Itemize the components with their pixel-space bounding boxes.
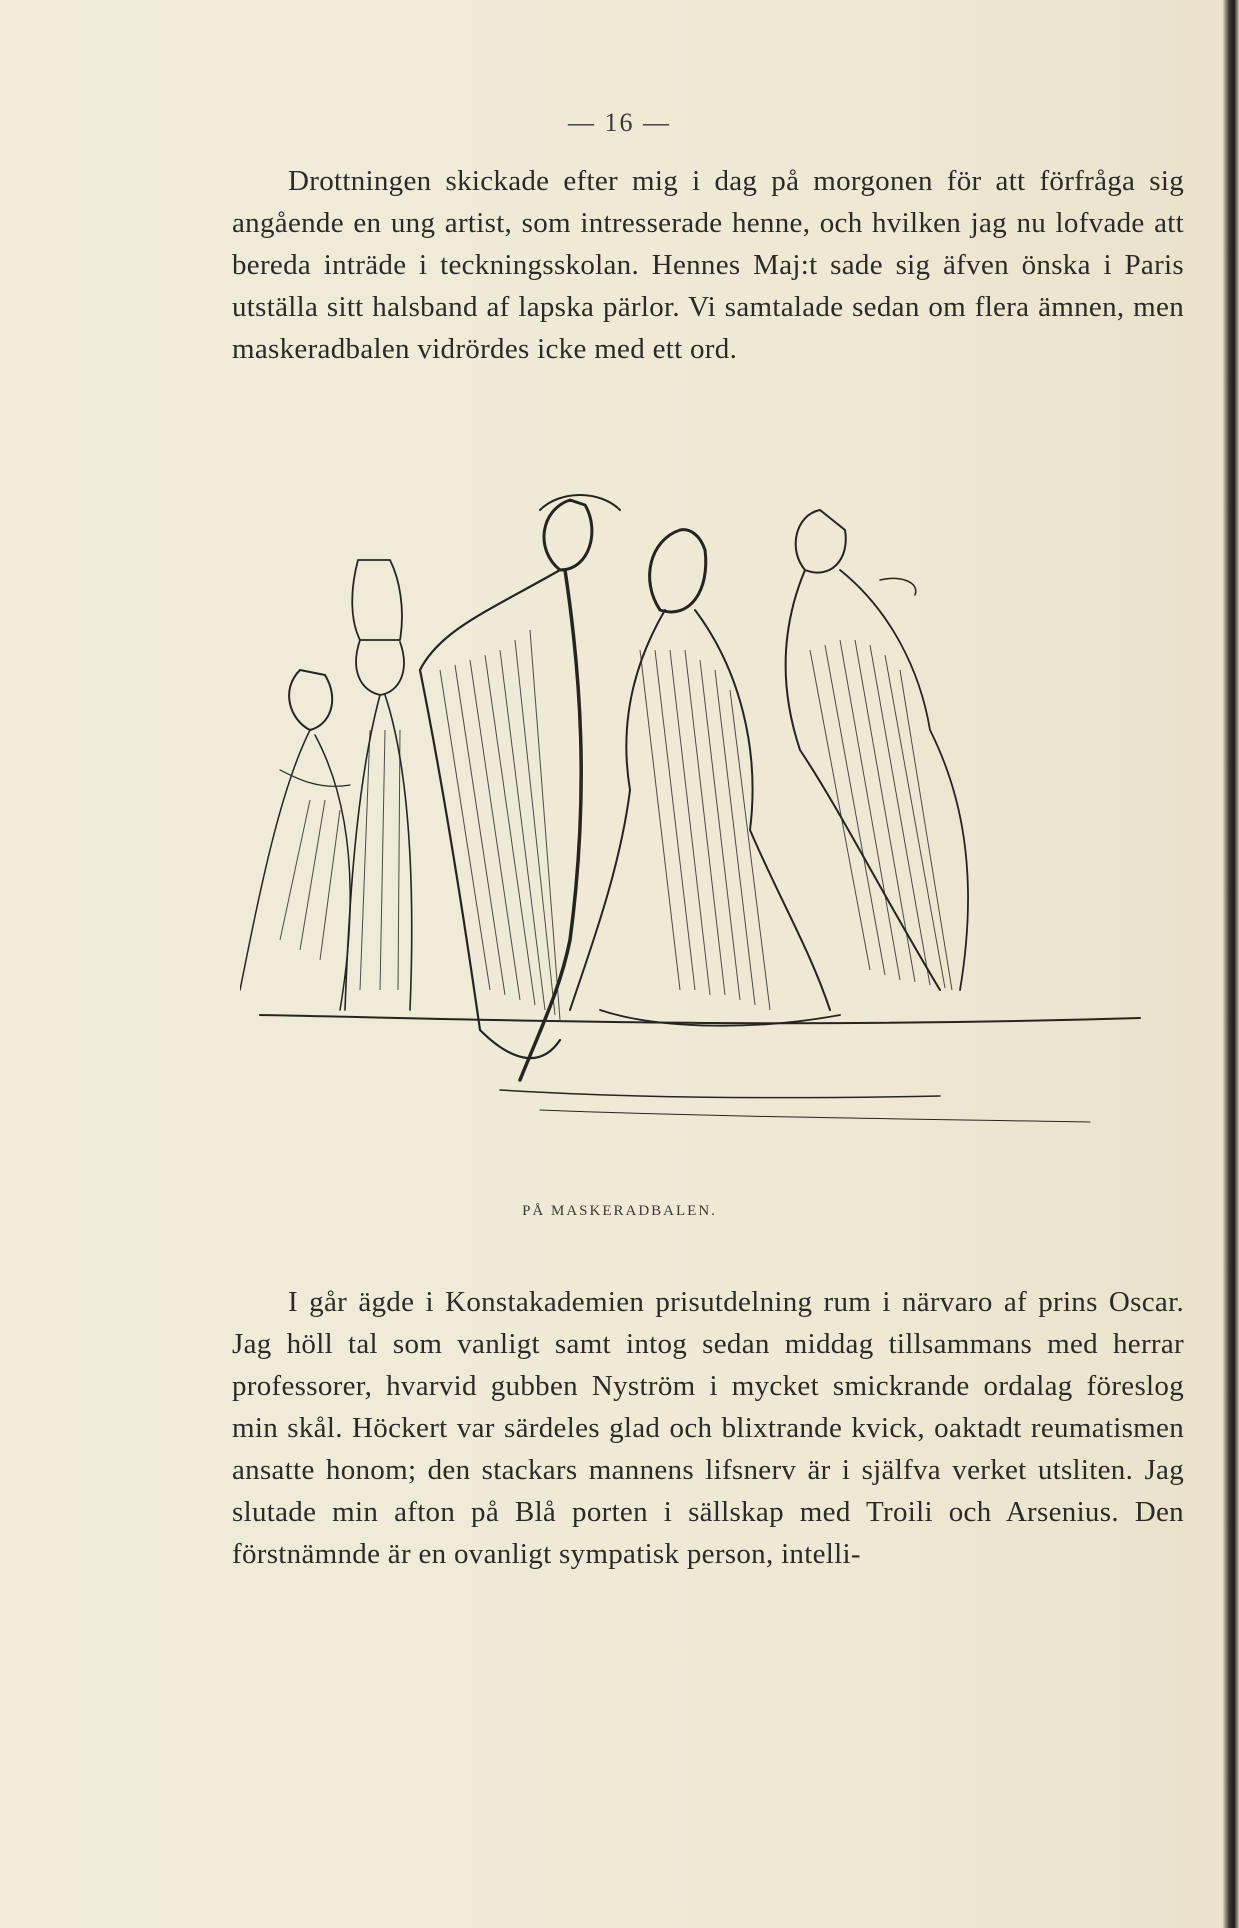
paragraph-bottom — [232, 1281, 1184, 1575]
book-spine-edge — [1223, 0, 1239, 1928]
paragraph-top — [232, 160, 1184, 370]
paragraph-top-text: Drottningen skickade efter mig i dag på morgonen för att förfråga sig angående en ung artist, som intresserade henne, och hvilken jag nu lofvade att bereda inträde i teckningsskolan. Hennes Maj:t sade sig äfven önska i Paris utställa sitt halsband af lapska pärlor. Vi samtalade sedan om flera ämnen, men maskeradbalen vidrördes icke med ett ord. — [232, 165, 1184, 365]
page-number: — 16 — — [568, 108, 671, 137]
paragraph-bottom-text: I går ägde i Konstakademien prisutdelning rum i närvaro af prins Oscar. Jag höll tal som vanligt samt intog sedan middag tillsammans med herrar professorer, hvarvid gubben Nyström i mycket smickrande ordalag föreslog min skål. Höckert var särdeles glad och blixtrande kvick, oaktadt reumatismen ansatte honom; den stackars mannens lifsnerv är i själfva verket utsliten. Jag slutade min afton på Blå porten i sällskap med Troili och Arsenius. Den förstnämnde är en ovanligt sympatisk person, intelli- — [232, 1286, 1184, 1570]
illustration-caption: PÅ MASKERADBALEN. — [522, 1203, 717, 1219]
masquerade-ball-illustration — [240, 470, 1200, 1170]
